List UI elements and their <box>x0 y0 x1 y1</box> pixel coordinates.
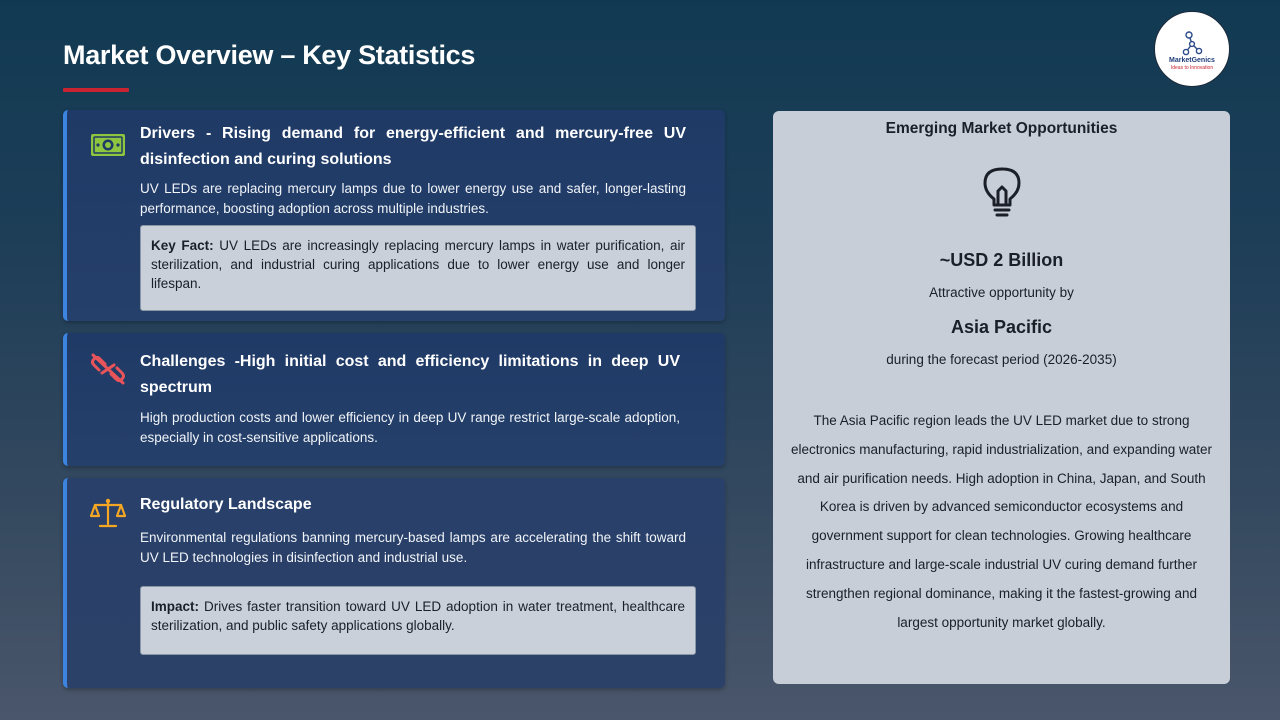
broken-link-icon <box>89 353 127 385</box>
drivers-body: UV LEDs are replacing mercury lamps due to lower energy use and safer, longer-lasting performance, boosting adoption across multiple industries. <box>140 181 686 216</box>
opportunity-title: Emerging Market Opportunities <box>885 120 1118 137</box>
title-underline <box>63 88 129 92</box>
opportunity-value: ~USD 2 Billion <box>939 250 1064 270</box>
opportunity-caption: Attractive opportunity by <box>929 285 1074 300</box>
challenges-body: High production costs and lower efficiency in deep UV range restrict large-scale adoption, especially in cost-sensitive applications. <box>140 410 680 445</box>
key-fact-label: Key Fact: <box>151 238 214 253</box>
opportunity-description: The Asia Pacific region leads the UV LED market due to strong electronics manufacturing, rapid industrialization, and expanding water and air purification needs. High adoption in China, Japan, and South Korea is driven by advanced semiconductor ecosystems and government support for clean technologies. Growing healthcare infrastructure and large-scale industrial UV curing demand further strengthen regional dominance, making it the fastest-growing and largest opportunity market globally. <box>791 413 1212 630</box>
logo-tagline: Ideas to Innovation <box>1170 64 1214 71</box>
key-fact-box <box>140 225 696 311</box>
regulatory-heading: Regulatory Landscape <box>140 496 312 513</box>
key-fact-text: UV LEDs are increasingly replacing mercury lamps in water purification, air sterilization, and industrial curing applications due to lower energy use and longer lifespan. <box>151 238 685 291</box>
page-title: Market Overview – Key Statistics <box>63 40 476 70</box>
challenges-heading: Challenges -High initial cost and efficiency limitations in deep UV spectrum <box>140 353 680 396</box>
regulatory-card <box>63 478 725 688</box>
company-logo <box>1154 11 1230 87</box>
drivers-card <box>63 110 725 321</box>
scales-icon <box>89 497 127 529</box>
challenges-card <box>63 333 725 466</box>
forecast-period: during the forecast period (2026-2035) <box>886 352 1117 367</box>
molecule-icon <box>1181 30 1203 56</box>
opportunity-panel <box>773 111 1230 684</box>
lightbulb-icon <box>979 165 1025 217</box>
logo-name: MarketGenics <box>1169 56 1215 64</box>
drivers-heading: Drivers - Rising demand for energy-efficient and mercury-free UV disinfection and curing solutions <box>140 125 686 168</box>
opportunity-region: Asia Pacific <box>950 317 1053 337</box>
impact-label: Impact: <box>151 599 200 614</box>
regulatory-body: Environmental regulations banning mercury-based lamps are accelerating the shift toward UV LED technologies in disinfection and industrial use. <box>140 530 686 565</box>
money-icon <box>89 129 127 161</box>
impact-box <box>140 586 696 655</box>
impact-text: Drives faster transition toward UV LED adoption in water treatment, healthcare sterilization, and public safety applications globally. <box>151 599 685 633</box>
